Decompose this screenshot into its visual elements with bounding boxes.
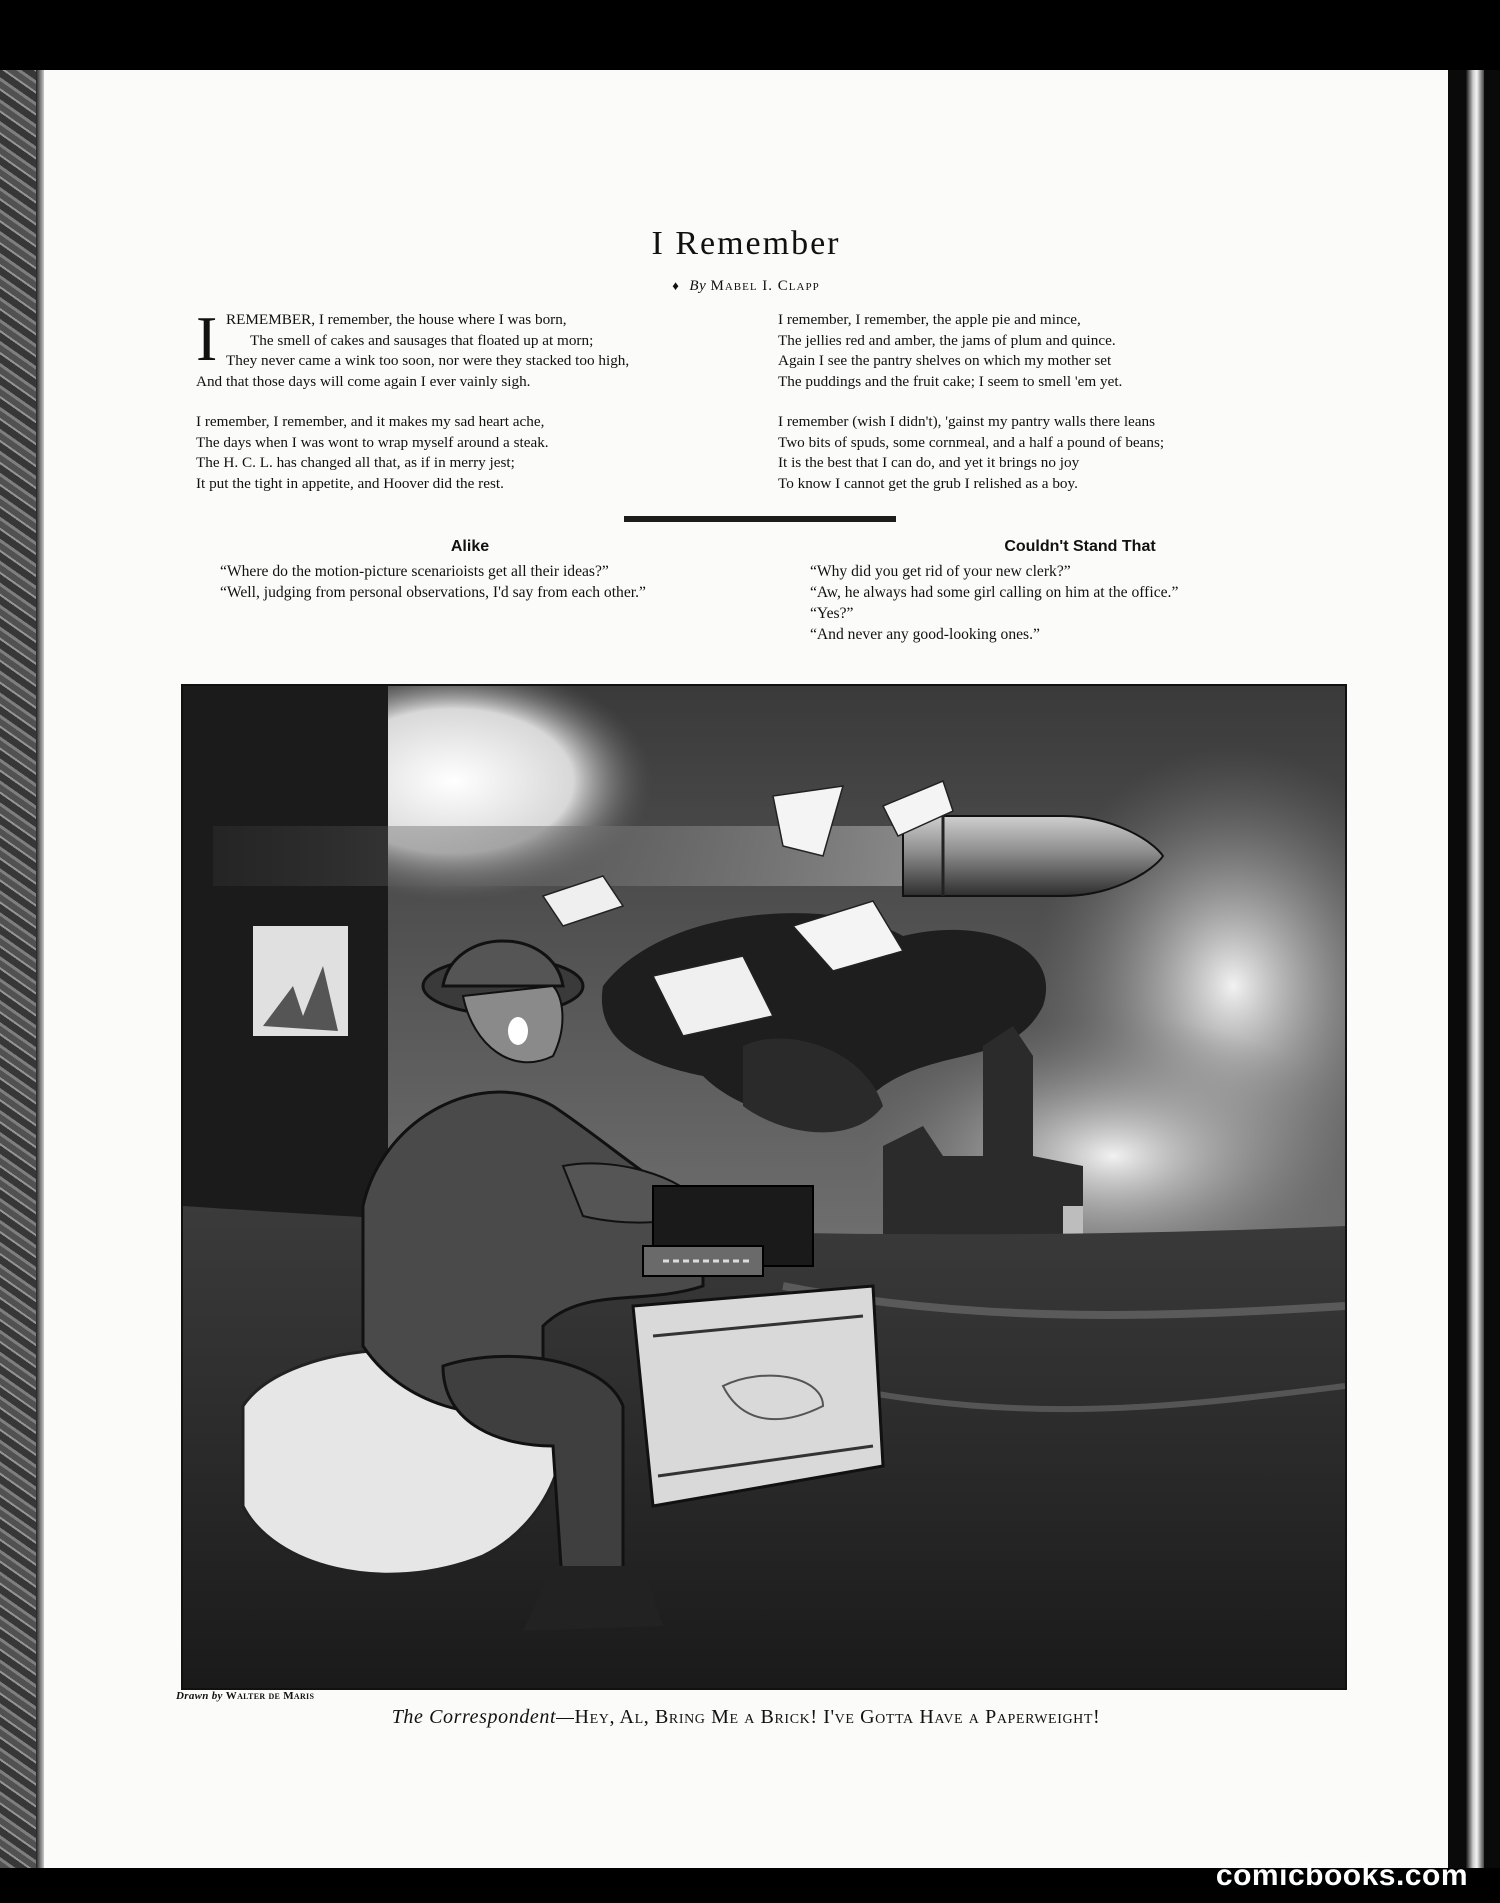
section-divider xyxy=(624,516,896,522)
poem-line: It is the best that I can do, and yet it brings no joy xyxy=(778,454,1080,472)
poem-line: I remember, I remember, the apple pie and mince, xyxy=(778,311,1081,328)
poem-line: I remember, I remember, and it makes my sad heart ache, xyxy=(196,413,545,430)
artist-credit xyxy=(176,1690,314,1702)
byline-bullet-icon: ♦ xyxy=(672,278,680,293)
poem-line: The jellies red and amber, the jams of plum and quince. xyxy=(778,331,1116,349)
marbled-binding xyxy=(0,70,36,1868)
caption-text: Hey, Al, Bring Me a Brick! I've Gotta Have a Paperweight! xyxy=(574,1706,1101,1728)
poem-title: I Remember xyxy=(651,225,841,262)
credit-artist-name: Walter de Maris xyxy=(225,1690,315,1702)
joke-paragraph: “Why did you get rid of your new clerk?” xyxy=(810,563,1071,580)
poem-byline xyxy=(44,278,1448,295)
poem-line: The days when I was wont to wrap myself around a steak. xyxy=(196,433,549,451)
poem-stanza xyxy=(196,412,756,494)
poem-line: The H. C. L. has changed all that, as if in merry jest; xyxy=(196,454,515,472)
joke-couldnt-stand-that xyxy=(810,536,1350,645)
binding-edge xyxy=(36,70,44,1868)
cartoon-illustration xyxy=(181,684,1347,1690)
poem-line: Again I see the pantry shelves on which my mother set xyxy=(778,352,1112,370)
poem-line: REMEMBER, I remember, the house where I was born, xyxy=(226,311,567,328)
joke-title: Alike xyxy=(450,538,490,555)
joke-paragraph: “Where do the motion-picture scenarioists get all their ideas?” xyxy=(220,563,609,580)
poem-line: It put the tight in appetite, and Hoover did the rest. xyxy=(196,474,504,492)
poem-line: They never came a wink too soon, nor were they stacked too high, xyxy=(226,352,630,370)
joke-paragraph: “And never any good-looking ones.” xyxy=(810,626,1040,643)
poem-line: The puddings and the fruit cake; I seem to smell 'em yet. xyxy=(778,372,1123,390)
byline-author: Mabel I. Clapp xyxy=(710,278,820,294)
right-page-edge xyxy=(1466,70,1484,1868)
cartoon-caption xyxy=(44,1706,1448,1729)
poem-line: To know I cannot get the grub I relished as a boy. xyxy=(778,474,1078,492)
site-watermark: comicbooks.com xyxy=(1215,1859,1468,1892)
poem-stanza xyxy=(778,310,1338,392)
caption-speaker: The Correspondent— xyxy=(391,1706,575,1728)
cartoon-drawing xyxy=(183,686,1345,1688)
poem-stanza xyxy=(196,303,756,392)
poem-line: I remember (wish I didn't), 'gainst my pantry walls there leans xyxy=(778,413,1156,430)
poem-line: The smell of cakes and sausages that floated up at morn; xyxy=(250,331,594,349)
joke-title: Couldn't Stand That xyxy=(1004,538,1156,555)
drop-cap: I xyxy=(196,303,218,374)
poem-stanza xyxy=(778,412,1338,494)
poem-line: And that those days will come again I ever vainly sigh. xyxy=(196,372,531,390)
joke-paragraph: “Yes?” xyxy=(810,605,854,622)
joke-paragraph: “Aw, he always had some girl calling on him at the office.” xyxy=(810,584,1179,601)
magazine-page xyxy=(44,70,1448,1868)
joke-alike xyxy=(194,536,746,603)
credit-prefix: Drawn by xyxy=(176,1690,223,1702)
joke-paragraph: “Well, judging from personal observations, I'd say from each other.” xyxy=(220,584,646,601)
poem-line: Two bits of spuds, some cornmeal, and a half a pound of beans; xyxy=(778,433,1165,451)
byline-prefix: By xyxy=(689,278,707,294)
